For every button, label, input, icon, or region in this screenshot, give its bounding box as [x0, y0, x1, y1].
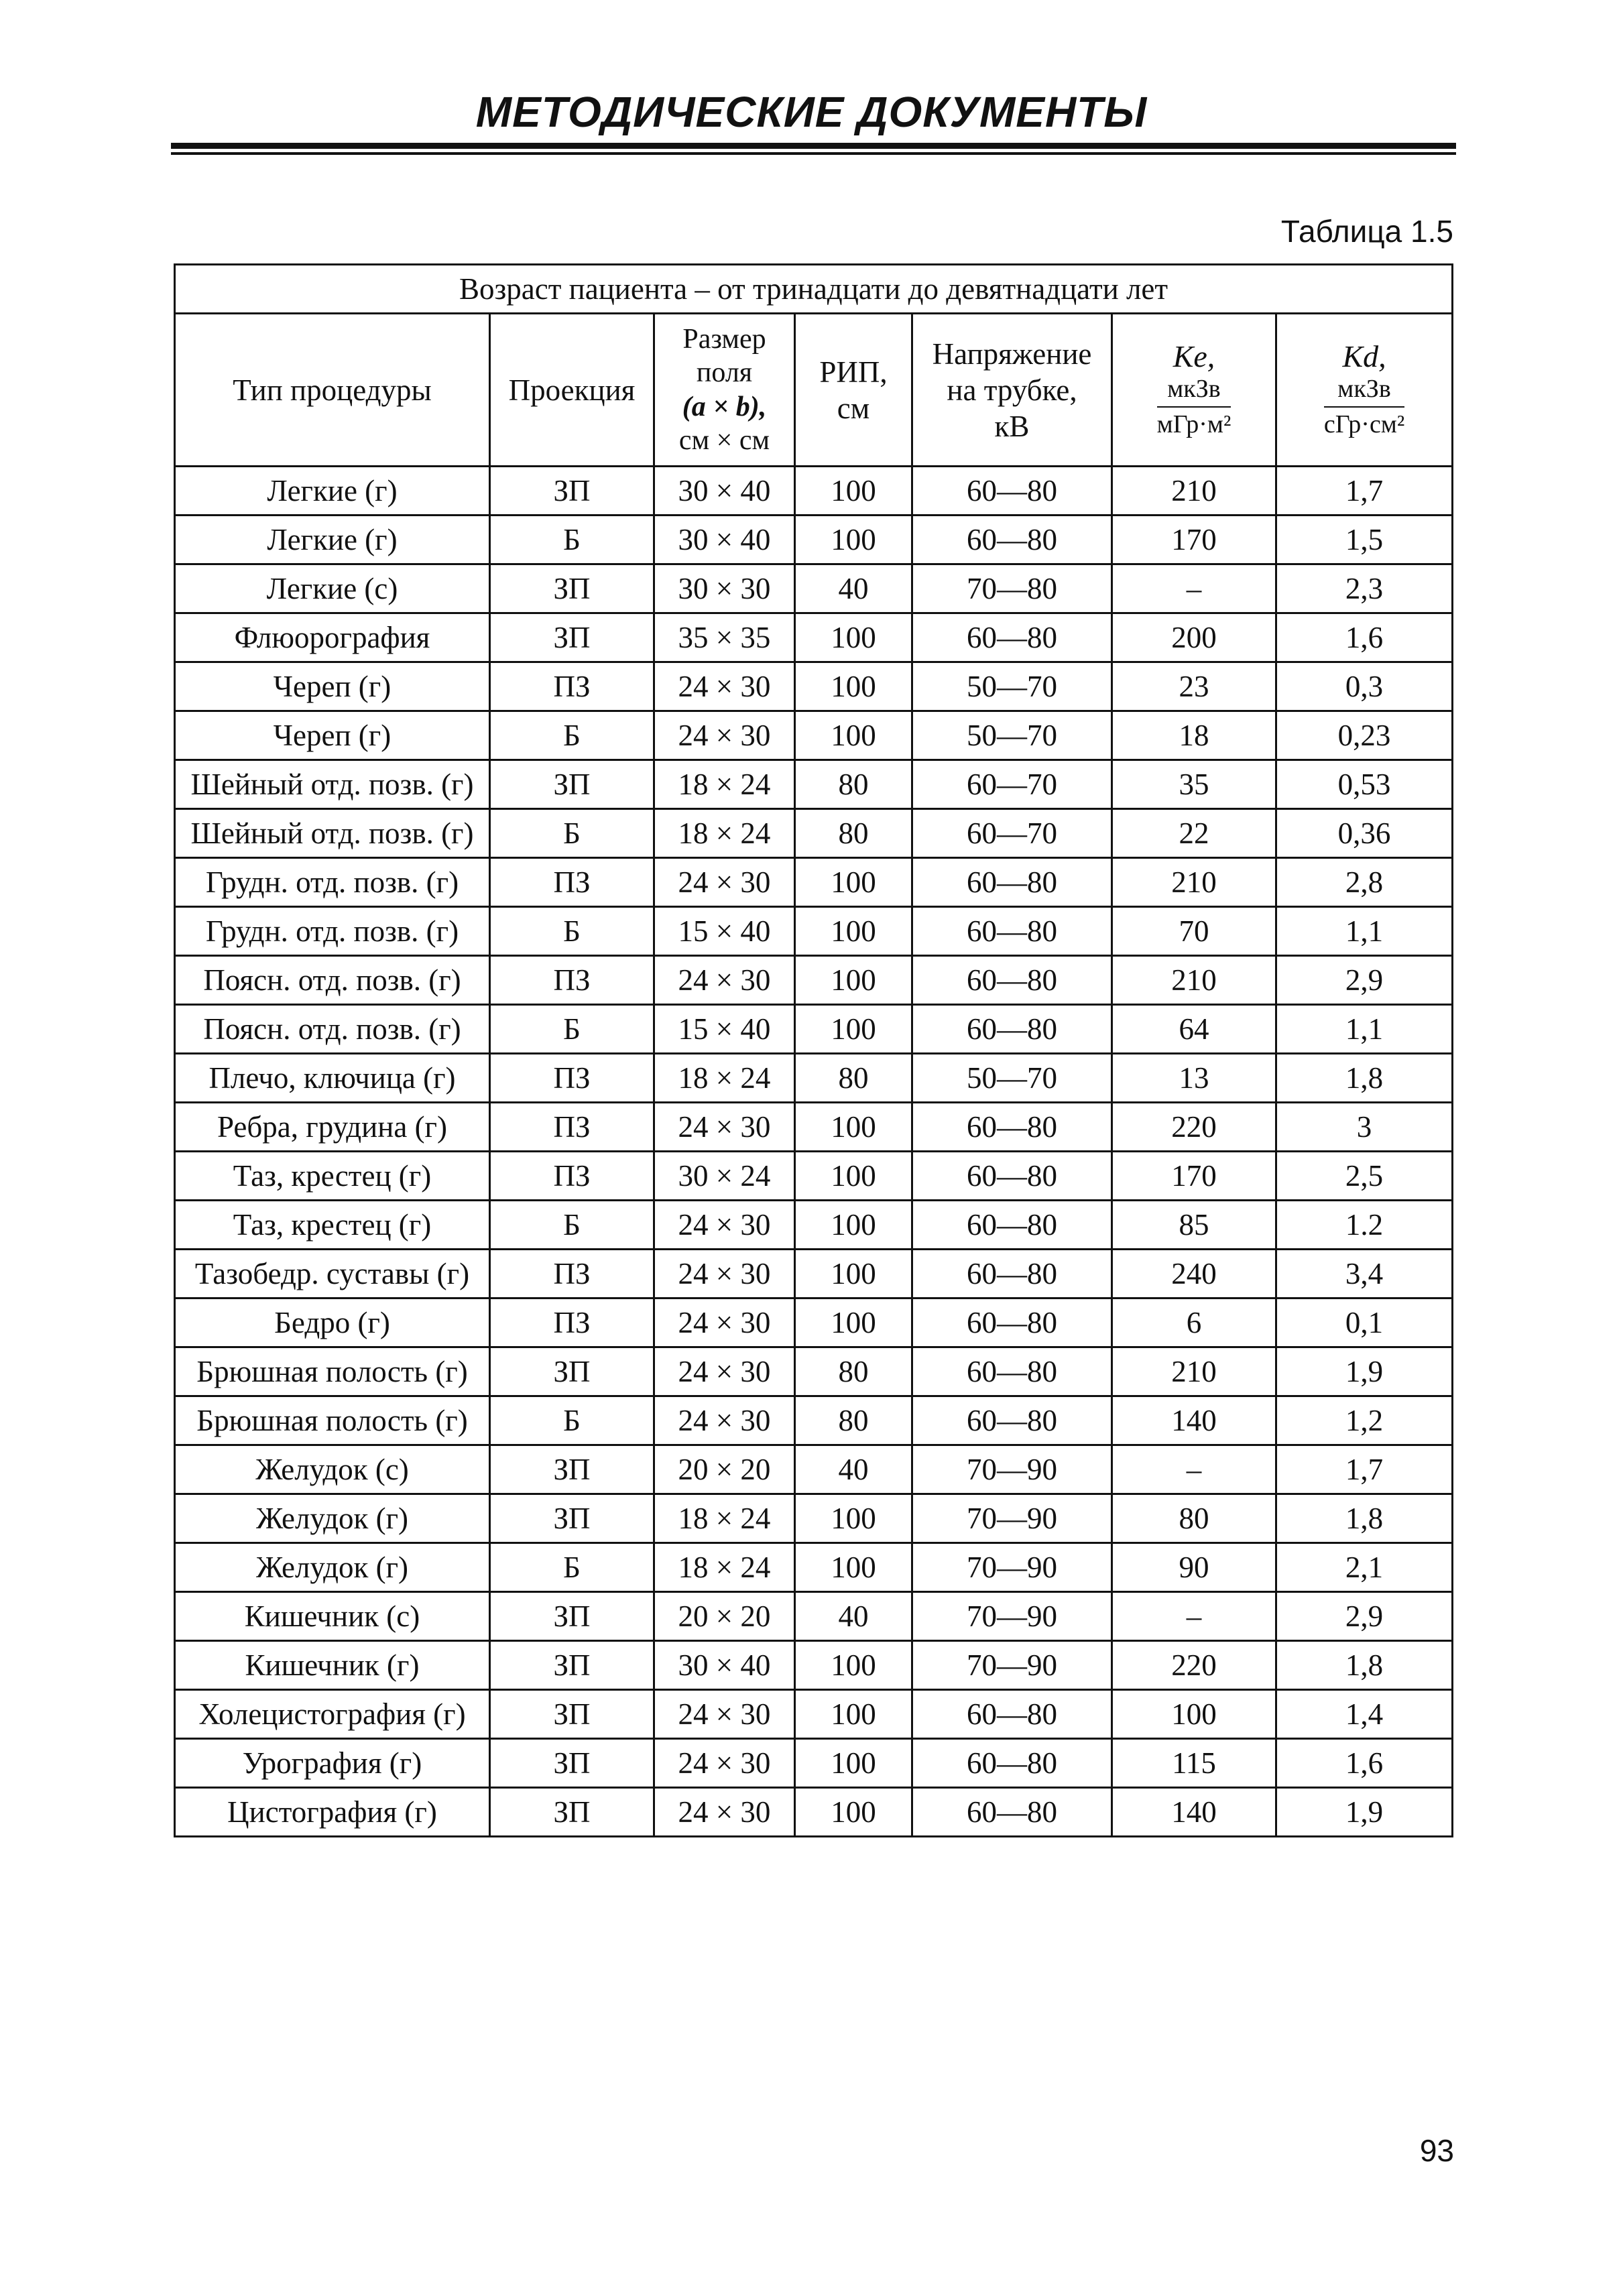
table-row [175, 1739, 1453, 1788]
cell-ke: 115 [1112, 1739, 1276, 1788]
table-row [175, 1250, 1453, 1298]
cell-field-size: 20 × 20 [654, 1592, 795, 1641]
cell-projection: Б [490, 907, 654, 956]
cell-kd: 2,1 [1276, 1543, 1453, 1592]
table-row [175, 858, 1453, 907]
cell-field-size: 24 × 30 [654, 1201, 795, 1250]
header-field-size-line-2: поля [696, 357, 753, 389]
age-group-cell: Возраст пациента – от тринадцати до девятнадцати лет [175, 265, 1453, 314]
header-procedure: Тип процедуры [175, 314, 490, 467]
table-row [175, 613, 1453, 662]
cell-procedure: Флюорография [175, 613, 490, 662]
cell-kd: 1,6 [1276, 1739, 1453, 1788]
cell-procedure: Цистография (г) [175, 1788, 490, 1837]
cell-kd: 3 [1276, 1103, 1453, 1152]
cell-field-size: 24 × 30 [654, 662, 795, 711]
cell-ke: 240 [1112, 1250, 1276, 1298]
cell-field-size: 30 × 40 [654, 516, 795, 564]
cell-voltage: 60—80 [912, 467, 1112, 516]
cell-ke: 35 [1112, 760, 1276, 809]
cell-voltage: 60—80 [912, 1201, 1112, 1250]
cell-projection: Б [490, 1396, 654, 1445]
cell-kd: 1,8 [1276, 1494, 1453, 1543]
cell-projection: ПЗ [490, 858, 654, 907]
cell-ke: 140 [1112, 1396, 1276, 1445]
cell-voltage: 70—90 [912, 1641, 1112, 1690]
cell-field-size: 30 × 40 [654, 467, 795, 516]
cell-kd: 1,6 [1276, 613, 1453, 662]
cell-projection: ЗП [490, 1739, 654, 1788]
cell-voltage: 60—80 [912, 1250, 1112, 1298]
table-row [175, 956, 1453, 1005]
cell-voltage: 60—70 [912, 760, 1112, 809]
cell-ke: 22 [1112, 809, 1276, 858]
cell-rip: 100 [795, 613, 912, 662]
table-row [175, 1494, 1453, 1543]
cell-ke: 140 [1112, 1788, 1276, 1837]
cell-procedure: Тазобедр. суставы (г) [175, 1250, 490, 1298]
cell-ke: 90 [1112, 1543, 1276, 1592]
cell-voltage: 60—80 [912, 1298, 1112, 1347]
header-ke-unit-denominator: мГр·м² [1156, 410, 1231, 439]
header-field-size [654, 314, 795, 467]
cell-procedure: Желудок (г) [175, 1494, 490, 1543]
cell-projection: ЗП [490, 613, 654, 662]
cell-kd: 0,23 [1276, 711, 1453, 760]
cell-voltage: 60—80 [912, 613, 1112, 662]
cell-ke: 80 [1112, 1494, 1276, 1543]
cell-field-size: 18 × 24 [654, 1543, 795, 1592]
cell-field-size: 18 × 24 [654, 1494, 795, 1543]
cell-kd: 1,9 [1276, 1788, 1453, 1837]
cell-kd: 2,5 [1276, 1152, 1453, 1201]
cell-rip: 100 [795, 1250, 912, 1298]
header-kd-name: Kd, [1342, 339, 1386, 373]
cell-kd: 1.2 [1276, 1201, 1453, 1250]
cell-field-size: 24 × 30 [654, 1298, 795, 1347]
cell-procedure: Грудн. отд. позв. (г) [175, 907, 490, 956]
cell-voltage: 60—80 [912, 1739, 1112, 1788]
cell-kd: 1,1 [1276, 907, 1453, 956]
cell-procedure: Брюшная полость (г) [175, 1396, 490, 1445]
cell-projection: ЗП [490, 1788, 654, 1837]
cell-field-size: 24 × 30 [654, 858, 795, 907]
cell-kd: 0,53 [1276, 760, 1453, 809]
cell-projection: ЗП [490, 1690, 654, 1739]
table-row [175, 1347, 1453, 1396]
cell-rip: 80 [795, 1396, 912, 1445]
table-row [175, 1592, 1453, 1641]
cell-rip: 100 [795, 1690, 912, 1739]
table-row [175, 1788, 1453, 1837]
cell-rip: 100 [795, 1005, 912, 1054]
table-caption: Таблица 1.5 [1280, 214, 1453, 249]
cell-projection: ЗП [490, 1494, 654, 1543]
cell-projection: Б [490, 711, 654, 760]
cell-kd: 1,2 [1276, 1396, 1453, 1445]
cell-procedure: Таз, крестец (г) [175, 1152, 490, 1201]
cell-field-size: 15 × 40 [654, 907, 795, 956]
cell-procedure: Желудок (с) [175, 1445, 490, 1494]
cell-field-size: 18 × 24 [654, 809, 795, 858]
running-header-title: МЕТОДИЧЕСКИЕ ДОКУМЕНТЫ [475, 88, 1148, 136]
age-group-row [175, 265, 1453, 314]
cell-procedure: Легкие (с) [175, 564, 490, 613]
cell-field-size: 24 × 30 [654, 1690, 795, 1739]
table-row [175, 907, 1453, 956]
cell-procedure: Бедро (г) [175, 1298, 490, 1347]
table-row [175, 564, 1453, 613]
cell-rip: 100 [795, 1298, 912, 1347]
cell-kd: 2,8 [1276, 858, 1453, 907]
table-row [175, 1396, 1453, 1445]
cell-ke: 85 [1112, 1201, 1276, 1250]
cell-voltage: 70—80 [912, 564, 1112, 613]
cell-projection: Б [490, 809, 654, 858]
cell-procedure: Череп (г) [175, 662, 490, 711]
cell-rip: 100 [795, 858, 912, 907]
cell-ke: 100 [1112, 1690, 1276, 1739]
cell-rip: 100 [795, 1103, 912, 1152]
cell-voltage: 60—80 [912, 1152, 1112, 1201]
table-body [175, 467, 1453, 1837]
cell-rip: 80 [795, 809, 912, 858]
cell-rip: 100 [795, 1788, 912, 1837]
header-voltage-line-3: кВ [994, 409, 1030, 443]
cell-procedure: Легкие (г) [175, 516, 490, 564]
header-kd-fraction [1324, 339, 1404, 440]
cell-ke: 6 [1112, 1298, 1276, 1347]
cell-kd: 1,1 [1276, 1005, 1453, 1054]
cell-projection: ЗП [490, 1347, 654, 1396]
cell-procedure: Шейный отд. позв. (г) [175, 809, 490, 858]
cell-ke: 210 [1112, 1347, 1276, 1396]
header-voltage [912, 314, 1112, 467]
cell-field-size: 24 × 30 [654, 1250, 795, 1298]
header-voltage-line-1: Напряжение [932, 337, 1092, 371]
cell-ke: 210 [1112, 467, 1276, 516]
cell-kd: 0,3 [1276, 662, 1453, 711]
cell-voltage: 60—80 [912, 956, 1112, 1005]
cell-kd: 1,9 [1276, 1347, 1453, 1396]
cell-voltage: 60—80 [912, 1396, 1112, 1445]
cell-field-size: 15 × 40 [654, 1005, 795, 1054]
cell-rip: 100 [795, 1494, 912, 1543]
cell-projection: ПЗ [490, 1250, 654, 1298]
cell-projection: ЗП [490, 1445, 654, 1494]
cell-field-size: 24 × 30 [654, 956, 795, 1005]
table-row [175, 1641, 1453, 1690]
cell-projection: ПЗ [490, 956, 654, 1005]
cell-voltage: 60—80 [912, 1690, 1112, 1739]
table-row [175, 711, 1453, 760]
header-field-size-line-3: (a × b), [682, 391, 767, 422]
cell-kd: 2,9 [1276, 956, 1453, 1005]
cell-kd: 2,3 [1276, 564, 1453, 613]
cell-field-size: 24 × 30 [654, 711, 795, 760]
cell-field-size: 24 × 30 [654, 1788, 795, 1837]
cell-field-size: 35 × 35 [654, 613, 795, 662]
cell-projection: ПЗ [490, 662, 654, 711]
cell-projection: ЗП [490, 467, 654, 516]
cell-voltage: 50—70 [912, 1054, 1112, 1103]
header-ke-unit-numerator: мкЗв [1157, 375, 1231, 408]
cell-ke: – [1112, 1445, 1276, 1494]
cell-ke: 13 [1112, 1054, 1276, 1103]
cell-procedure: Ребра, грудина (г) [175, 1103, 490, 1152]
cell-ke: 210 [1112, 858, 1276, 907]
cell-procedure: Урография (г) [175, 1739, 490, 1788]
cell-kd: 1,8 [1276, 1054, 1453, 1103]
cell-field-size: 24 × 30 [654, 1396, 795, 1445]
cell-field-size: 24 × 30 [654, 1103, 795, 1152]
table-row [175, 662, 1453, 711]
cell-ke: 200 [1112, 613, 1276, 662]
table-row [175, 516, 1453, 564]
cell-kd: 0,1 [1276, 1298, 1453, 1347]
cell-voltage: 60—80 [912, 858, 1112, 907]
cell-field-size: 20 × 20 [654, 1445, 795, 1494]
cell-rip: 40 [795, 1592, 912, 1641]
cell-rip: 100 [795, 1641, 912, 1690]
table-row [175, 760, 1453, 809]
cell-field-size: 30 × 40 [654, 1641, 795, 1690]
table-row [175, 1445, 1453, 1494]
cell-field-size: 18 × 24 [654, 760, 795, 809]
header-ke-fraction [1157, 339, 1231, 440]
header-field-size-line-4: см × см [678, 424, 770, 456]
cell-rip: 40 [795, 564, 912, 613]
table-row [175, 1690, 1453, 1739]
header-kd-unit-numerator: мкЗв [1324, 375, 1404, 408]
cell-ke: 64 [1112, 1005, 1276, 1054]
cell-voltage: 60—80 [912, 516, 1112, 564]
header-kd-unit-denominator: сГр·см² [1323, 410, 1405, 439]
cell-projection: Б [490, 516, 654, 564]
header-rule-thick [171, 143, 1456, 149]
cell-procedure: Кишечник (г) [175, 1641, 490, 1690]
cell-field-size: 30 × 30 [654, 564, 795, 613]
cell-rip: 80 [795, 760, 912, 809]
cell-voltage: 60—80 [912, 1103, 1112, 1152]
cell-procedure: Кишечник (с) [175, 1592, 490, 1641]
cell-rip: 100 [795, 1152, 912, 1201]
table-row [175, 1298, 1453, 1347]
cell-kd: 1,8 [1276, 1641, 1453, 1690]
cell-voltage: 60—80 [912, 1005, 1112, 1054]
cell-kd: 1,4 [1276, 1690, 1453, 1739]
cell-procedure: Поясн. отд. позв. (г) [175, 956, 490, 1005]
cell-rip: 40 [795, 1445, 912, 1494]
header-rip [795, 314, 912, 467]
cell-projection: ЗП [490, 1592, 654, 1641]
cell-field-size: 24 × 30 [654, 1347, 795, 1396]
cell-ke: 170 [1112, 1152, 1276, 1201]
cell-field-size: 24 × 30 [654, 1739, 795, 1788]
table-row [175, 1005, 1453, 1054]
cell-voltage: 60—80 [912, 907, 1112, 956]
cell-rip: 100 [795, 1201, 912, 1250]
cell-projection: Б [490, 1543, 654, 1592]
cell-field-size: 18 × 24 [654, 1054, 795, 1103]
table-row [175, 1201, 1453, 1250]
cell-kd: 2,9 [1276, 1592, 1453, 1641]
cell-procedure: Шейный отд. позв. (г) [175, 760, 490, 809]
cell-kd: 1,7 [1276, 467, 1453, 516]
cell-ke: – [1112, 1592, 1276, 1641]
header-rule-thin [171, 152, 1456, 155]
header-ke-name: Ke, [1173, 339, 1215, 373]
cell-voltage: 50—70 [912, 662, 1112, 711]
cell-procedure: Таз, крестец (г) [175, 1201, 490, 1250]
cell-ke: 18 [1112, 711, 1276, 760]
cell-procedure: Легкие (г) [175, 467, 490, 516]
cell-projection: ЗП [490, 1641, 654, 1690]
cell-procedure: Брюшная полость (г) [175, 1347, 490, 1396]
cell-kd: 3,4 [1276, 1250, 1453, 1298]
cell-voltage: 60—70 [912, 809, 1112, 858]
cell-ke: 170 [1112, 516, 1276, 564]
cell-projection: ЗП [490, 760, 654, 809]
cell-voltage: 70—90 [912, 1543, 1112, 1592]
cell-ke: 220 [1112, 1641, 1276, 1690]
cell-procedure: Плечо, ключица (г) [175, 1054, 490, 1103]
header-voltage-line-2: на трубке, [947, 373, 1077, 407]
cell-projection: Б [490, 1005, 654, 1054]
cell-kd: 0,36 [1276, 809, 1453, 858]
table-row [175, 1543, 1453, 1592]
header-ke [1112, 314, 1276, 467]
table-row [175, 467, 1453, 516]
page-number: 93 [1419, 2133, 1454, 2168]
cell-field-size: 30 × 24 [654, 1152, 795, 1201]
cell-ke: 210 [1112, 956, 1276, 1005]
column-header-row [175, 314, 1453, 467]
cell-projection: ПЗ [490, 1103, 654, 1152]
cell-projection: ПЗ [490, 1054, 654, 1103]
cell-kd: 1,5 [1276, 516, 1453, 564]
cell-projection: ЗП [490, 564, 654, 613]
cell-projection: Б [490, 1201, 654, 1250]
cell-rip: 100 [795, 907, 912, 956]
cell-rip: 100 [795, 662, 912, 711]
header-projection: Проекция [490, 314, 654, 467]
header-rip-line-2: см [837, 391, 870, 425]
cell-ke: 220 [1112, 1103, 1276, 1152]
dose-coefficients-table [174, 263, 1453, 1837]
cell-voltage: 50—70 [912, 711, 1112, 760]
cell-voltage: 60—80 [912, 1788, 1112, 1837]
cell-voltage: 60—80 [912, 1347, 1112, 1396]
cell-procedure: Череп (г) [175, 711, 490, 760]
header-kd [1276, 314, 1453, 467]
cell-voltage: 70—90 [912, 1494, 1112, 1543]
header-field-size-line-1: Размер [682, 323, 766, 355]
cell-voltage: 70—90 [912, 1592, 1112, 1641]
table-row [175, 1152, 1453, 1201]
cell-rip: 100 [795, 1543, 912, 1592]
cell-projection: ПЗ [490, 1152, 654, 1201]
cell-kd: 1,7 [1276, 1445, 1453, 1494]
cell-procedure: Поясн. отд. позв. (г) [175, 1005, 490, 1054]
cell-ke: – [1112, 564, 1276, 613]
cell-ke: 23 [1112, 662, 1276, 711]
cell-rip: 80 [795, 1347, 912, 1396]
table-row [175, 1103, 1453, 1152]
cell-rip: 100 [795, 516, 912, 564]
header-rip-line-1: РИП, [819, 355, 888, 389]
cell-procedure: Холецистография (г) [175, 1690, 490, 1739]
cell-rip: 100 [795, 1739, 912, 1788]
table-row [175, 809, 1453, 858]
cell-procedure: Желудок (г) [175, 1543, 490, 1592]
cell-rip: 100 [795, 467, 912, 516]
cell-ke: 70 [1112, 907, 1276, 956]
cell-procedure: Грудн. отд. позв. (г) [175, 858, 490, 907]
cell-rip: 100 [795, 711, 912, 760]
cell-rip: 100 [795, 956, 912, 1005]
cell-voltage: 70—90 [912, 1445, 1112, 1494]
cell-projection: ПЗ [490, 1298, 654, 1347]
cell-rip: 80 [795, 1054, 912, 1103]
table-row [175, 1054, 1453, 1103]
